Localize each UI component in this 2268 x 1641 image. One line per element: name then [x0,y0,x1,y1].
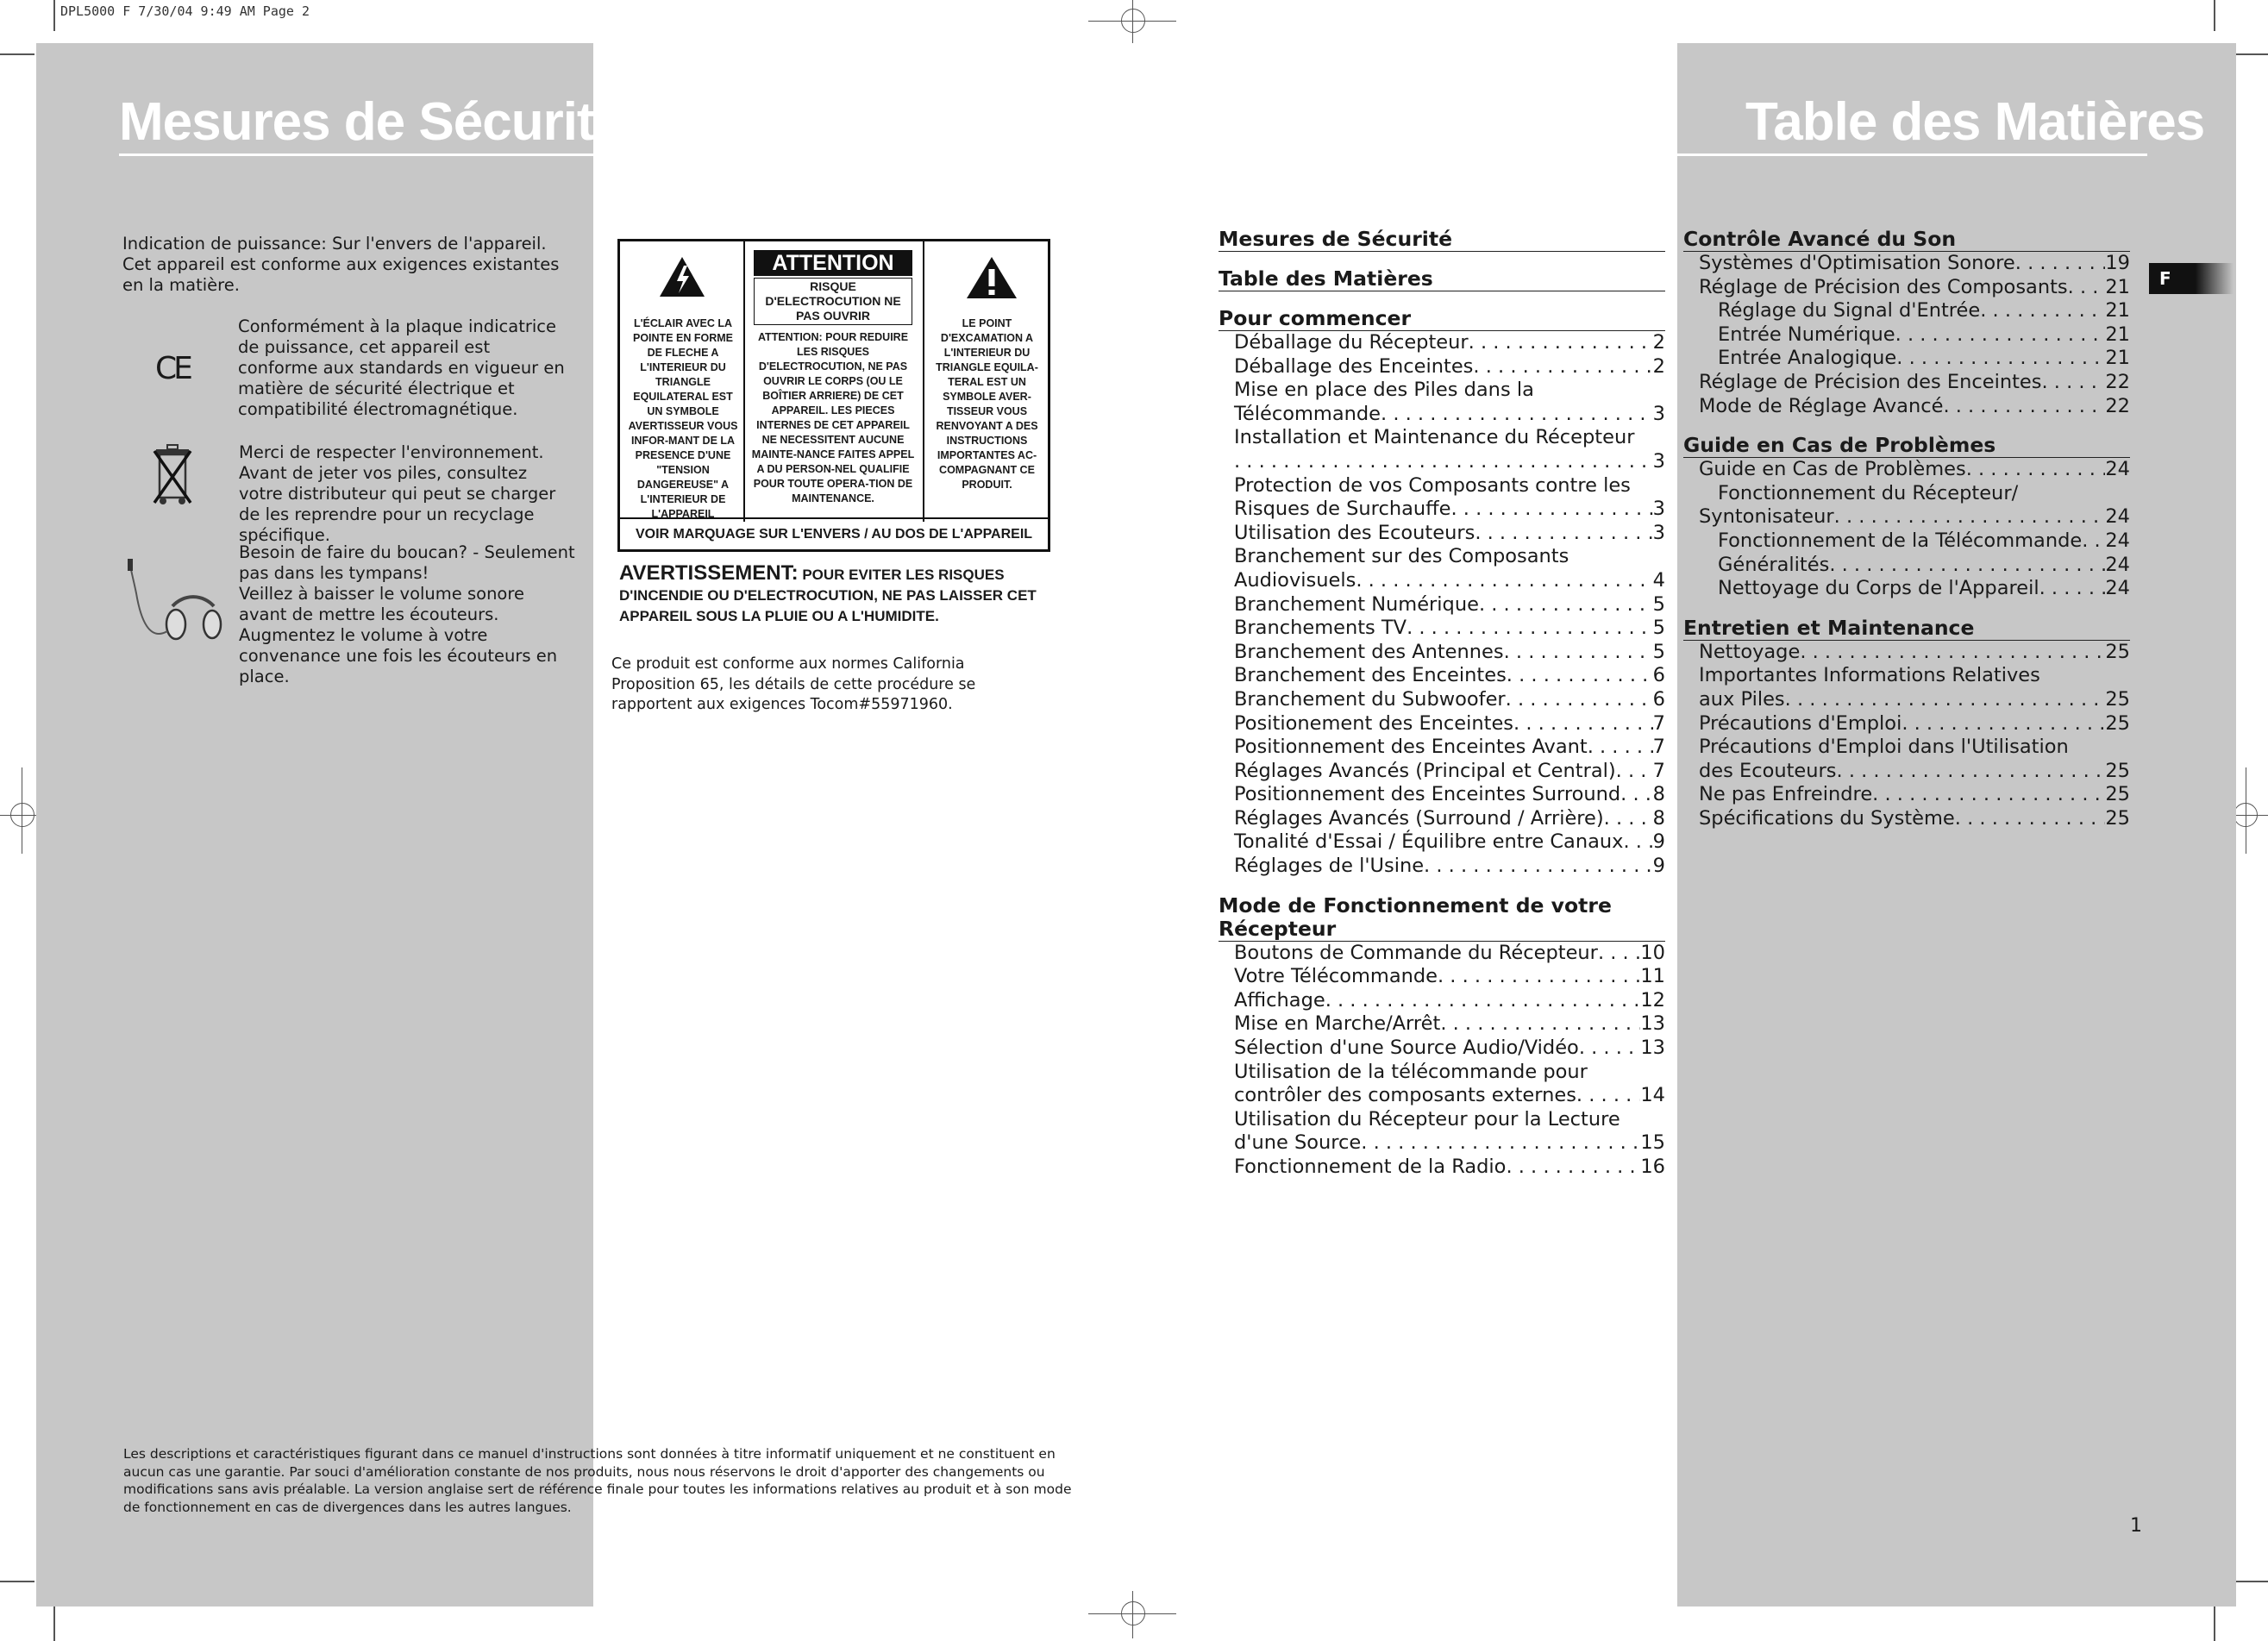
toc-entry-title: Nettoyage [1699,640,1801,663]
toc-entry[interactable] [1219,1108,1665,1132]
toc-entry[interactable] [1683,252,2130,276]
toc-entry-title: Branchement des Enceintes [1234,664,1507,687]
toc-entry[interactable] [1683,807,2130,831]
toc-entry-title: Branchement Numérique [1234,592,1479,616]
toc-page-number: 3 [1652,498,1665,521]
toc-page-number: 5 [1652,640,1665,663]
toc-entry[interactable] [1683,783,2130,807]
toc-page-number: 9 [1652,830,1665,854]
toc-leader-dots [1598,942,1640,966]
toc-page-number: 25 [2105,783,2130,806]
toc-entry-title: Déballage des Enceintes [1234,354,1474,378]
toc-page-number: 5 [1652,617,1665,640]
toc-entry-title: Tonalité d'Essai / Équilibre entre Canaux [1234,830,1624,854]
toc-entry[interactable] [1219,355,1665,379]
toc-page-number: 7 [1652,736,1665,759]
toc-leader-dots [1943,395,2105,419]
recycle-bin-crossed-icon [151,442,194,511]
electrical-warning-box [617,239,1050,552]
toc-leader-dots [2082,529,2105,554]
headphones-note-1: Besoin de faire du boucan? - Seulement pas dans les tympans! [239,542,575,583]
toc-entry[interactable] [1219,783,1665,807]
toc-entry[interactable] [1683,371,2130,395]
toc-leader-dots [1325,989,1641,1013]
toc-leader-dots [1438,965,1640,989]
toc-entry[interactable] [1219,664,1665,688]
toc-entry[interactable] [1219,1061,1665,1085]
toc-entry[interactable] [1683,664,2130,688]
ce-note: Conformément à la plaque indicatrice de puissance, cet appareil est conforme aux standards en vigueur en matière de sécurité électrique et compatibilité électromagnétique. [238,316,565,419]
toc-page-number: 8 [1652,783,1665,806]
toc-entry[interactable] [1219,641,1665,665]
toc-entry-title: Utilisation de la télécommande pour [1234,1060,1588,1083]
toc-entry-title: Protection de vos Composants contre les [1234,473,1631,497]
toc-leader-dots [1381,403,1653,427]
toc-entry[interactable] [1219,545,1665,569]
crop-mark [2234,1581,2268,1582]
toc-page-number: 11 [1640,965,1665,988]
attention-subheading: RISQUE D'ELECTROCUTION NE PAS OUVRIR [754,278,912,325]
toc-entry-title: Utilisation des Ecouteurs [1234,521,1475,544]
toc-leader-dots [1506,1156,1640,1180]
toc-page-number: 12 [1640,988,1665,1012]
toc-leader-dots [1479,593,1653,617]
toc-entry-title: Sélection d'une Source Audio/Vidéo [1234,1037,1579,1060]
attention-column [745,241,921,522]
toc-entry[interactable] [1219,855,1665,879]
toc-entry[interactable] [1683,760,2130,784]
toc-entry-title: Entrée Analogique [1718,347,1897,370]
toc-entry[interactable] [1219,760,1665,784]
toc-page-number: 7 [1652,711,1665,735]
toc-entry-title: Importantes Informations Relatives [1699,664,2040,687]
toc-page-number: 13 [1640,1037,1665,1060]
toc-leader-dots [1620,783,1653,807]
toc-page-number: 4 [1652,568,1665,592]
toc-entry[interactable] [1219,450,1665,474]
toc-entry[interactable] [1683,347,2130,371]
toc-entry[interactable] [1683,577,2130,601]
toc-leader-dots [1450,498,1652,522]
toc-entry[interactable] [1219,830,1665,855]
toc-page-number: 19 [2105,252,2130,274]
toc-entry-title: Votre Télécommande [1234,965,1438,988]
headphones-icon [128,559,222,648]
toc-entry-title: Généralités [1718,553,1830,576]
toc-page-number: 21 [2105,323,2130,346]
exclamation-triangle-icon [965,255,1018,300]
toc-section-heading[interactable]: Table des Matières [1219,267,1665,291]
toc-entry[interactable] [1219,426,1665,450]
toc-entry[interactable] [1219,403,1665,427]
toc-leader-dots [1579,1037,1641,1061]
toc-page-number: 9 [1652,855,1665,878]
toc-leader-dots [2015,252,2106,276]
toc-page-number: 2 [1652,331,1665,354]
toc-page-number: 13 [1640,1012,1665,1036]
toc-page-number: 24 [2105,529,2130,552]
toc-page-number: 7 [1652,759,1665,782]
toc-entry[interactable] [1683,736,2130,760]
toc-entry-title: d'une Source [1234,1131,1362,1155]
crop-mark [0,1581,34,1582]
toc-entry-title: Précautions d'Emploi dans l'Utilisation [1699,736,2069,759]
toc-page-number: 15 [1640,1131,1665,1155]
toc-page-number: 14 [1640,1084,1665,1107]
toc-entry-title: Entrée Numérique [1718,323,1895,346]
toc-entry[interactable] [1219,474,1665,498]
toc-leader-dots [1407,617,1653,641]
toc-entry-title: Systèmes d'Optimisation Sonore [1699,252,2015,274]
toc-entry-title: Affichage [1234,988,1325,1012]
warning-box-footer: VOIR MARQUAGE SUR L'ENVERS / AU DOS DE L'APPAREIL [620,517,1048,549]
toc-entry[interactable] [1219,379,1665,403]
toc-leader-dots [1785,688,2106,712]
toc-leader-dots [1623,830,1652,855]
avertissement-text: POUR EVITER LES RISQUES D'INCENDIE OU D'ELECTROCUTION, NE PAS LAISSER CET APPAREIL SOUS LA PLUIE OU A L'HUMIDITE. [619,567,1037,624]
page-title-toc: Table des Matières [1745,92,2205,152]
toc-page-number: 6 [1652,664,1665,687]
toc-leader-dots [1361,1131,1640,1156]
warning-column-divider [923,241,924,522]
avertissement-lead: AVERTISSEMENT: [619,561,799,585]
lightning-triangle-icon [658,255,706,298]
toc-entry[interactable] [1219,331,1665,355]
ce-mark-icon: CE [155,351,190,386]
toc-page-number: 25 [2105,759,2130,782]
toc-leader-dots [2068,276,2106,300]
toc-entry-title: Réglage de Précision des Composants [1699,275,2068,298]
toc-leader-dots [1837,760,2106,784]
toc-leader-dots [1356,569,1652,593]
toc-column-1 [1219,228,1665,1180]
page-number: 1 [2130,1515,2142,1537]
toc-entry-title: Réglages Avancés (Surround / Arrière) [1234,806,1604,830]
toc-entry[interactable] [1219,1131,1665,1156]
toc-entry-title: Réglages Avancés (Principal et Central) [1234,759,1616,782]
toc-entry-title: Utilisation du Récepteur pour la Lecture [1234,1107,1620,1131]
toc-entry[interactable] [1683,482,2130,506]
toc-page-number: 3 [1652,402,1665,425]
toc-leader-dots [1513,712,1653,736]
toc-entry[interactable] [1219,688,1665,712]
toc-section-heading[interactable]: Guide en Cas de Problèmes [1683,434,2130,458]
toc-entry-title: aux Piles [1699,687,1785,711]
toc-entry-title: Mise en Marche/Arrêt [1234,1012,1441,1036]
toc-entry-title: Mode de Réglage Avancé [1699,394,1944,417]
toc-entry-title: Branchement des Antennes [1234,640,1504,663]
toc-section-heading[interactable]: Mode de Fonctionnement de votre Récepteur [1219,894,1665,942]
toc-entry-title: Positionnement des Enceintes Surround [1234,783,1621,806]
toc-page-number: 2 [1652,354,1665,378]
toc-entry-title: contrôler des composants externes [1234,1084,1576,1107]
toc-entry-title: Audiovisuels [1234,568,1356,592]
toc-page-number: 8 [1652,806,1665,830]
legal-footnote: Les descriptions et caractéristiques figurant dans ce manuel d'instructions sont données à titre informatif uniquement et ne constituent en aucun cas une garantie. Par souci d'amélioration constante de nos produits, nous nous réservons le droit d'apporter des changements ou modifications sans avis préalable. La version anglaise sert de référence finale pour toutes les informations relatives au produit et à son mode de fonctionnement en cas de divergences dans les autres langues. [123,1446,1072,1515]
toc-entry[interactable] [1683,641,2130,665]
toc-leader-dots [1504,641,1653,665]
toc-leader-dots [1872,783,2105,807]
toc-section-heading[interactable]: Entretien et Maintenance [1683,617,2130,641]
toc-page-number: 25 [2105,711,2130,735]
toc-entry-title: Fonctionnement de la Télécommande [1718,529,2083,552]
toc-entry[interactable] [1683,458,2130,482]
toc-leader-dots [1800,641,2105,665]
toc-leader-dots [1424,855,1653,879]
toc-section-heading[interactable]: Contrôle Avancé du Son [1683,228,2130,252]
toc-leader-dots [1966,458,2106,482]
toc-leader-dots [1895,323,2106,348]
toc-entry-title: Ne pas Enfreindre [1699,783,1873,806]
toc-entry[interactable] [1219,712,1665,736]
toc-entry[interactable] [1683,395,2130,419]
toc-page-number: 25 [2105,687,2130,711]
toc-leader-dots [1834,505,2106,529]
toc-entry-title: Risques de Surchauffe [1234,498,1451,521]
power-note: Indication de puissance: Sur l'envers de l'appareil. Cet appareil est conforme aux exigences existantes en la matière. [122,234,560,295]
toc-page-number: 24 [2105,505,2130,529]
registration-mark [1132,0,1133,43]
toc-entry[interactable] [1683,529,2130,554]
toc-entry-title: Branchement sur des Composants [1234,545,1569,568]
toc-page-number: 22 [2105,394,2130,417]
toc-leader-dots [1901,712,2105,736]
toc-entry-title: Mise en place des Piles dans la [1234,379,1534,402]
toc-entry-title: Déballage du Récepteur [1234,331,1469,354]
toc-page-number: 24 [2105,577,2130,600]
toc-entry[interactable] [1683,323,2130,348]
toc-entry-title: Positionement des Enceintes [1234,711,1514,735]
toc-entry-title: Télécommande [1234,402,1381,425]
toc-entry-title: Réglage de Précision des Enceintes [1699,370,2042,393]
toc-entry[interactable] [1219,807,1665,831]
toc-entry-title: Fonctionnement du Récepteur/ [1718,481,2019,504]
toc-entry-title: Installation et Maintenance du Récepteur [1234,426,1635,449]
toc-entry[interactable] [1219,942,1665,966]
toc-entry[interactable] [1219,569,1665,593]
toc-page-number: 21 [2105,299,2130,323]
exclamation-warning-text: LE POINT D'EXCAMATION A L'INTERIEUR DU TRIANGLE EQUILA-TERAL EST UN SYMBOLE AVER-TISSEUR VOUS RENVOYANT A DES INSTRUCTIONS IMPORTANTES AC-COMPAGNANT CE PRODUIT. [936,317,1038,491]
print-slug: DPL5000 F 7/30/04 9:49 AM Page 2 [60,3,310,19]
toc-leader-dots [1475,522,1652,546]
toc-leader-dots [2039,577,2106,601]
toc-entry[interactable] [1219,736,1665,760]
toc-entry[interactable] [1219,498,1665,522]
toc-entry-title: Branchements TV [1234,617,1407,640]
lightning-warning-text: L'ÉCLAIR AVEC LA POINTE EN FORME DE FLECHE A L'INTERIEUR DU TRIANGLE EQUILATERAL EST UN SYMBOLE AVERTISSEUR VOUS INFOR-MANT DE LA PRESENCE D'UNE "TENSION DANGEREUSE" A L'INTERIEUR DE L'APPAREIL [628,317,738,520]
page-title-safety: Mesures de Sécurité [119,92,623,152]
crop-mark [53,0,55,31]
toc-leader-dots [1469,331,1653,355]
toc-entry[interactable] [1219,593,1665,617]
toc-page-number: 22 [2105,370,2130,393]
crop-mark [0,53,34,55]
toc-leader-dots [1440,1012,1640,1037]
toc-entry[interactable] [1219,1156,1665,1180]
toc-leader-dots [2041,371,2105,395]
toc-column-2 [1683,228,2130,830]
toc-leader-dots [1234,450,1653,474]
headphones-note-2: Veillez à baisser le volume sonore avant de mettre les écouteurs. Augmentez le volume à votre convenance une fois les écouteurs en place. [239,584,558,686]
toc-page-number: 10 [1640,941,1665,964]
registration-mark [1132,1591,1133,1638]
toc-page-number: 24 [2105,553,2130,576]
toc-page-number: 25 [2105,640,2130,663]
toc-entry-title: Réglages de l'Usine [1234,855,1425,878]
toc-page-number: 21 [2105,275,2130,298]
california-note: Ce produit est conforme aux normes California Proposition 65, les détails de cette procédure se rapportent aux exigences Tocom#55971960. [611,655,976,713]
toc-entry[interactable] [1219,1012,1665,1037]
toc-entry[interactable] [1683,712,2130,736]
attention-text: ATTENTION: POUR REDUIRE LES RISQUES D'ELECTROCUTION, NE PAS OUVRIR LE CORPS (OU LE BOÎTIER ARRIERE) DE CET APPAREIL. LES PIECES INTERNES DE CET APPAREIL NE NECESSITENT AUCUNE MAINTE-NANCE FAITES APPEL A DU PERSON-NEL QUALIFIE POUR TOUTE OPERA-TION DE MAINTENANCE. [751,331,915,504]
toc-page-number: 3 [1652,521,1665,544]
toc-entry-title: Boutons de Commande du Récepteur [1234,941,1598,964]
title-rule [1677,153,2147,156]
attention-heading: ATTENTION [754,250,912,276]
title-rule [119,153,593,156]
toc-page-number: 3 [1652,449,1665,473]
toc-entry-title: Spécifications du Système [1699,806,1955,830]
toc-entry[interactable] [1683,554,2130,578]
toc-entry[interactable] [1219,1084,1665,1108]
toc-leader-dots [1588,736,1653,760]
toc-leader-dots [1473,355,1652,379]
toc-entry-title: Fonctionnement de la Radio [1234,1156,1507,1178]
toc-leader-dots [1616,760,1653,784]
toc-page-number: 24 [2105,458,2130,481]
toc-entry-title: Nettoyage du Corps de l'Appareil [1718,577,2039,600]
toc-page-number: 16 [1640,1156,1665,1178]
crop-mark [2214,0,2215,31]
toc-entry-title: Branchement du Subwoofer [1234,687,1506,711]
toc-page-number: 25 [2105,806,2130,830]
environment-note: Merci de respecter l'environnement. Avant de jeter vos piles, consultez votre distributeur qui peut se charger de les reprendre pour un recyclage spécifique. [239,442,556,545]
toc-entry-title: Positionnement des Enceintes Avant [1234,736,1588,759]
toc-entry[interactable] [1683,505,2130,529]
toc-leader-dots [1896,347,2105,371]
language-tab-f: F [2149,263,2234,294]
crop-mark [2234,53,2268,55]
toc-leader-dots [1955,807,2106,831]
toc-entry-title: Syntonisateur [1699,505,1834,529]
toc-leader-dots [1829,554,2105,578]
toc-section-heading[interactable]: Mesures de Sécurité [1219,228,1665,252]
toc-entry-title: Précautions d'Emploi [1699,711,1902,735]
toc-page-number: 21 [2105,347,2130,370]
toc-page-number: 6 [1652,687,1665,711]
toc-entry[interactable] [1219,989,1665,1013]
toc-entry[interactable] [1219,1037,1665,1061]
toc-entry-title: des Ecouteurs [1699,759,1837,782]
toc-entry[interactable] [1219,965,1665,989]
toc-entry[interactable] [1683,276,2130,300]
toc-page-number: 5 [1652,592,1665,616]
toc-entry[interactable] [1219,617,1665,641]
toc-entry[interactable] [1219,522,1665,546]
toc-leader-dots [1507,664,1653,688]
toc-leader-dots [1980,299,2105,323]
toc-entry-title: Guide en Cas de Problèmes [1699,458,1966,481]
toc-leader-dots [1604,807,1653,831]
toc-leader-dots [1506,688,1653,712]
toc-entry-title: Réglage du Signal d'Entrée [1718,299,1981,323]
toc-entry[interactable] [1683,688,2130,712]
toc-leader-dots [1576,1084,1640,1108]
toc-entry[interactable] [1683,299,2130,323]
avertissement-warning [619,563,1068,627]
toc-section-heading[interactable]: Pour commencer [1219,307,1665,331]
